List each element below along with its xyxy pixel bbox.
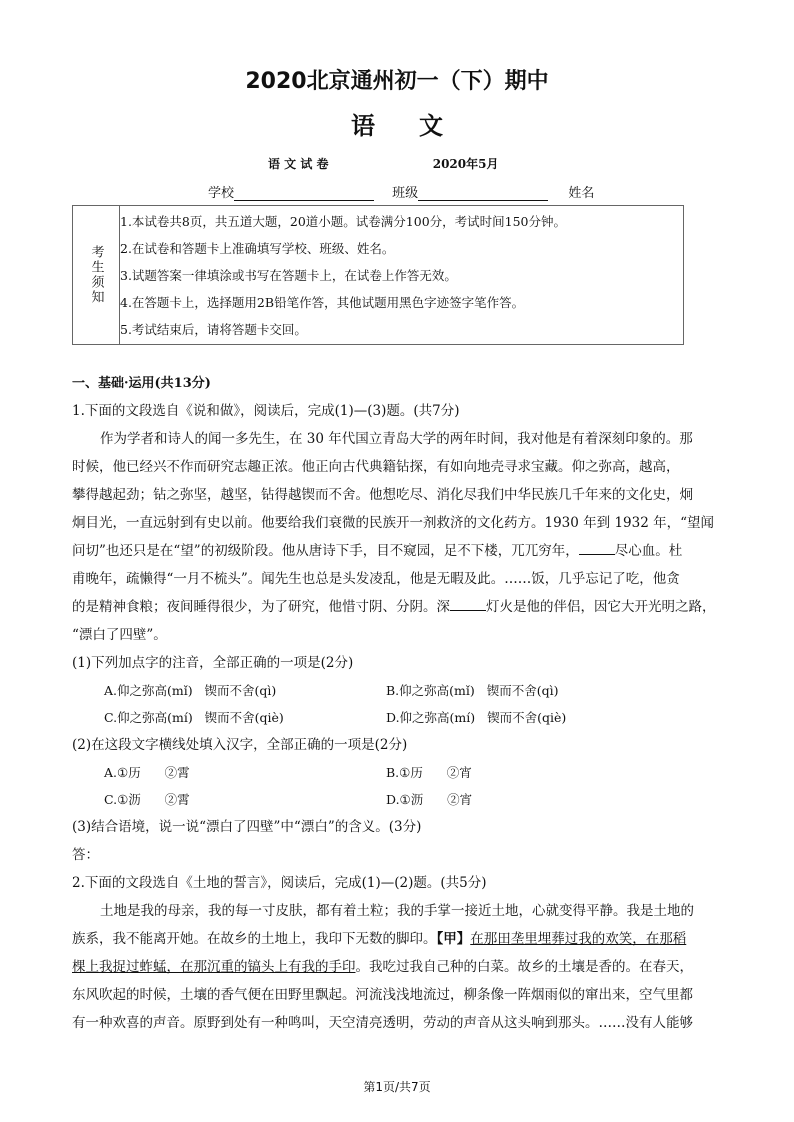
option-b[interactable]: [386, 677, 558, 704]
option-row: [72, 704, 732, 731]
passage-line: 时候，他已经兴不作而研究志趣正浓。他正向古代典籍钻探，有如向地壳寻求宝藏。仰之弥高，越高，: [72, 459, 680, 475]
question-1: [72, 397, 732, 1037]
option-text: ②霄: [164, 792, 190, 807]
underlined-text: 在那田垄里埋葬过我的欢笑，在那稻: [470, 931, 687, 947]
option-text: ②宵: [446, 765, 472, 780]
option-row: [72, 759, 732, 786]
passage-line: 作为学者和诗人的闻一多先生，在 30 年代国立青岛大学的两年时间，我对他是有着深刻印象的。那: [100, 431, 693, 447]
passage-line: 有一种欢喜的声音。原野到处有一种鸣叫，天空清亮透明，劳动的声音从这头响到那头。……没有人能够: [72, 1015, 693, 1031]
option-text: D.仰之弥高(mí): [386, 710, 476, 725]
option-text: ②宵: [447, 792, 473, 807]
option-text: 锲而不舍(qiè): [487, 710, 567, 725]
option-text: D.①沥: [386, 792, 424, 807]
exam-date: 2020年5月: [432, 157, 499, 171]
option-a[interactable]: [104, 759, 190, 786]
passage-text: 问切”也还只是在“望”的初级阶段。他从唐诗下手，目不窥园，足不下楼，兀兀穷年，: [72, 543, 579, 559]
option-b[interactable]: [386, 759, 472, 786]
student-info-line: [208, 182, 594, 201]
question-stem: 1.下面的文段选自《说和做》，阅读后，完成(1)—(3)题。(共7分): [72, 403, 460, 419]
option-c[interactable]: [104, 704, 284, 731]
option-text: 锲而不舍(qì): [204, 683, 277, 698]
passage-text: 的是精神食粮；夜间睡得很少，为了研究，他惜寸阴、分阴。深: [72, 599, 450, 615]
option-d[interactable]: [386, 704, 566, 731]
question-2-stem: 2.下面的文段选自《土地的誓言》，阅读后，完成(1)—(2)题。(共5分): [72, 875, 487, 891]
sub-question-3: (3)结合语境，说一说“漂白了四壁”中“漂白”的含义。(3分): [72, 819, 422, 835]
option-row: [72, 677, 732, 704]
passage-line: [72, 537, 732, 565]
notice-items: [120, 208, 679, 343]
answer-label: 答：: [72, 847, 99, 863]
notice-item: 3.试题答案一律填涂或书写在答题卡上，在试卷上作答无效。: [120, 268, 457, 283]
paper-label: 语 文 试 卷: [268, 157, 329, 171]
subject-title: 语文: [351, 111, 487, 140]
passage-line: 东风吹起的时候，土壤的香气便在田野里飘起。河流浅浅地流过，柳条像一阵烟雨似的窜出来，空气里都: [72, 987, 693, 1003]
option-d[interactable]: [386, 786, 472, 813]
passage-line: 甫晚年，疏懒得“一月不梳头”。闻先生也总是头发凌乱，他是无暇及此。……饭，几乎忘记了吃，他贪: [72, 571, 680, 587]
passage-line: [72, 925, 732, 953]
school-label: 学校: [208, 186, 235, 201]
option-text: 锲而不舍(qì): [486, 683, 559, 698]
passage-text: 族系，我不能离开她。在故乡的土地上，我印下无数的脚印。: [72, 931, 437, 947]
notice-item: 4.在答题卡上，选择题用2B铅笔作答，其他试题用黑色字迹签字笔作答。: [120, 295, 525, 310]
notice-item: 1.本试卷共8页，共五道大题，20道小题。试卷满分100分，考试时间150分钟。: [120, 214, 567, 229]
passage-line: 炯目光，一直远射到有史以前。他要给我们衰微的民族开一剂救济的文化药方。1930 年到 1932 年，“望闻: [72, 515, 714, 531]
option-text: ②霄: [164, 765, 190, 780]
option-text: A.①历: [104, 765, 141, 780]
option-c[interactable]: [104, 786, 190, 813]
option-row: [72, 786, 732, 813]
passage-text: 灯火是他的伴侣，因它大开光明之路，: [486, 599, 716, 615]
candidate-notice-box: [72, 205, 684, 345]
class-blank[interactable]: [418, 187, 548, 201]
passage-text: 。我吃过我自己种的白菜。故乡的土壤是香的。在春天，: [355, 959, 693, 975]
passage-text: 尽心血。杜: [614, 543, 683, 559]
underlined-text: 棵上我捉过蚱蜢，在那沉重的镐头上有我的手印: [72, 959, 356, 975]
passage-line: [72, 953, 732, 981]
option-text: C.仰之弥高(mí): [104, 710, 193, 725]
class-label: 班级: [392, 186, 419, 201]
notice-item: 5.考试结束后，请将答题卡交回。: [120, 322, 307, 337]
notice-item: 2.在试卷和答题卡上准确填写学校、班级、姓名。: [120, 241, 395, 256]
school-blank[interactable]: [234, 187, 374, 201]
fill-blank-2[interactable]: [450, 596, 486, 611]
passage-line: 攀得越起劲；钻之弥坚，越坚，钻得越锲而不舍。他想吃尽、消化尽我们中华民族几千年来的文化史，炯: [72, 487, 693, 503]
passage-line: 土地是我的母亲，我的每一寸皮肤，都有着土粒；我的手掌一接近土地，心就变得平静。我是土地的: [100, 903, 694, 919]
option-text: A.仰之弥高(mǐ): [104, 683, 193, 698]
exam-title: 2020北京通州初一（下）期中: [245, 69, 549, 94]
passage-line: “漂白了四壁”。: [72, 627, 167, 643]
marker-jia: 【甲】: [436, 931, 471, 947]
option-text: C.①沥: [104, 792, 141, 807]
fill-blank-1[interactable]: [579, 540, 615, 555]
notice-label: 考生须知: [73, 206, 120, 344]
option-text: B.仰之弥高(mǐ): [386, 683, 475, 698]
paper-info: [268, 155, 498, 172]
sub-question-1: (1)下列加点字的注音，全部正确的一项是(2分): [72, 655, 354, 671]
page-footer: 第1页/共7页: [363, 1080, 431, 1094]
option-text: 锲而不舍(qiè): [204, 710, 284, 725]
section-heading: 一、基础·运用(共13分): [72, 376, 211, 391]
sub-question-2: (2)在这段文字横线处填入汉字，全部正确的一项是(2分): [72, 737, 408, 753]
passage-line: [72, 593, 732, 621]
option-text: B.①历: [386, 765, 423, 780]
name-label: 姓名: [568, 186, 595, 201]
option-a[interactable]: [104, 677, 276, 704]
